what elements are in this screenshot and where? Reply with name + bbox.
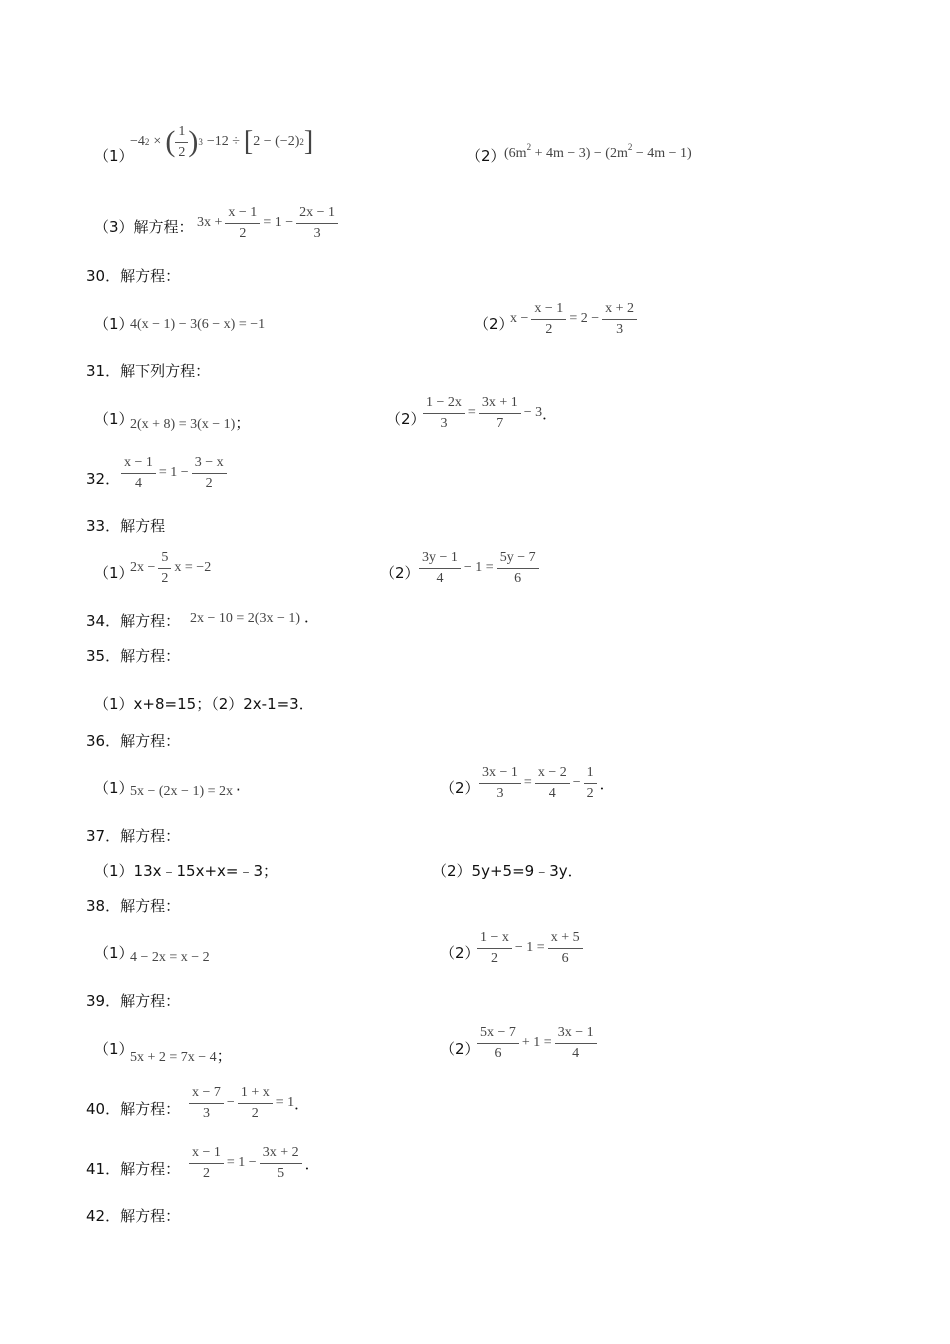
p29-q1-expression: −4 2 × ( $\frac{1}{2}$ ) 3 −12 ÷ [ 2 − (−2) 2 ] [130,123,314,160]
p29-q3-label: （3）解方程： [94,218,194,236]
p38-q1-label: （1） [94,944,134,962]
p31-q2-label: （2） [386,410,426,428]
p41-expression: $\frac{x - 1}{2}$ = 1 − $\frac{3x + 2}{5}$ ． [186,1140,320,1186]
p39-q2-expression: $\frac{5x - 7}{6}$ + 1 = $\frac{3x - 1}{4}$ [474,1020,600,1066]
p38-q2-label: （2） [440,944,480,962]
p36-q2-expression: $\frac{3x - 1}{3}$ = $\frac{x - 2}{4}$ − $\frac{1}{2}$ ． [476,760,615,806]
p39-q1-label: （1） [94,1040,134,1058]
p36-title: 36．解方程： [86,732,181,750]
p33-q2-label: （2） [380,564,420,582]
p30-q1-label: （1） [94,315,134,333]
p31-title: 31．解下列方程： [86,362,211,380]
p33-q1-expression: 2x − $\frac{5}{2}$ x = −2 [130,549,212,586]
p39-q1-expression: 5x + 2 = 7x − 4； [130,1047,232,1065]
p30-q2-label: （2） [474,315,514,333]
p36-q1-label: （1） [94,779,134,797]
p39-title: 39．解方程： [86,992,181,1010]
p37-q2: （2）5y+5=9﹣3y． [432,862,583,880]
p38-title: 38．解方程： [86,897,181,915]
p38-q1-expression: 4 − 2x = x − 2 [130,950,210,965]
p36-q1-expression: 5x − (2x − 1) = 2x · [130,781,241,799]
p31-q1-label: （1） [94,410,134,428]
p35-line: （1）x+8=15；（2）2x-1=3． [94,695,314,713]
p29-q1-label: （1） [94,147,134,165]
p36-q2-label: （2） [440,779,480,797]
p32-label: 32． [86,470,121,488]
p42-title: 42．解方程： [86,1207,181,1225]
p37-title: 37．解方程： [86,827,181,845]
p39-q2-label: （2） [440,1040,480,1058]
p30-q1-expression: 4(x − 1) − 3(6 − x) = −1 [130,317,266,332]
p37-q1: （1）13x﹣15x+x=﹣3； [94,862,279,880]
p33-q2-expression: $\frac{3y - 1}{4}$ − 1 = $\frac{5y - 7}{6}$ [416,545,542,591]
p34-label: 34．解方程： [86,612,181,630]
p31-q2-expression: $\frac{1 - 2x}{3}$ = $\frac{3x + 1}{7}$ − 3 ． [420,390,557,436]
p34-expression: 2x − 10 = 2(3x − 1) ． [190,608,320,626]
p29-q2-expression: $(6m^2 + 4m - 3) - (2m^2 - 4m - 1)$ [504,142,692,161]
p40-label: 40．解方程： [86,1100,181,1118]
p31-q1-expression: 2(x + 8) = 3(x − 1)； [130,414,251,432]
p40-expression: $\frac{x - 7}{3}$ − $\frac{1 + x}{2}$ = 1 ． [186,1080,309,1126]
p38-q2-expression: $\frac{1 - x}{2}$ − 1 = $\frac{x + 5}{6}$ [474,925,586,971]
p33-q1-label: （1） [94,564,134,582]
p41-label: 41．解方程： [86,1160,181,1178]
p35-title: 35．解方程： [86,647,181,665]
p29-q3-expression: 3x + $\frac{x - 1}{2}$ = 1 − $\frac{2x - 1}{3}$ [197,200,341,246]
p30-title: 30．解方程： [86,267,181,285]
p33-title: 33．解方程 [86,517,166,535]
p29-q2-label: （2） [466,147,506,165]
p30-q2-expression: x − $\frac{x - 1}{2}$ = 2 − $\frac{x + 2}{3}$ [510,296,640,342]
p32-expression: $\frac{x - 1}{4}$ = 1 − $\frac{3 - x}{2}$ [118,450,230,496]
